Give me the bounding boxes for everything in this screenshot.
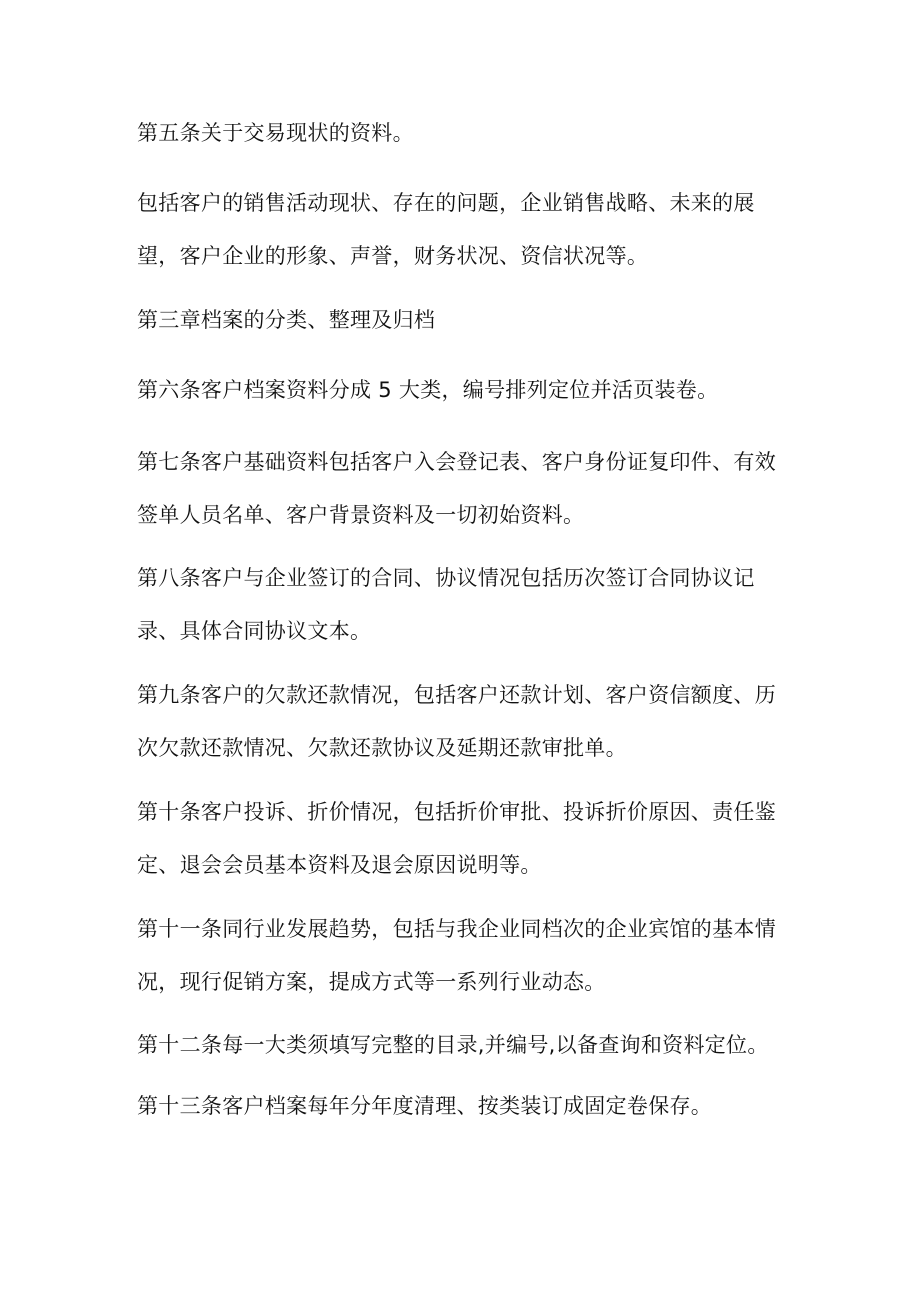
paragraph-article-7: 第七条客户基础资料包括客户入会登记表、客户身份证复印件、有效签单人员名单、客户背景资料及一切初始资料。: [137, 450, 776, 527]
paragraph-article-11: 第十一条同行业发展趋势，包括与我企业同档次的企业宾馆的基本情况，现行促销方案，提成方式等一系列行业动态。: [137, 917, 776, 994]
paragraph-article-13: 第十三条客户档案每年分年度清理、按类装订成固定卷保存。: [137, 1094, 713, 1118]
paragraph-article-12: 第十二条每一大类须填写完整的目录,并编号,以备查询和资料定位。: [137, 1033, 769, 1057]
paragraph-article-5: 第五条关于交易现状的资料。: [137, 121, 414, 145]
paragraph-article-10: 第十条客户投诉、折价情况，包括折价审批、投诉折价原因、责任鉴定、退会会员基本资料及退会原因说明等。: [137, 800, 776, 877]
paragraph-article-8: 第八条客户与企业签订的合同、协议情况包括历次签订合同协议记录、具体合同协议文本。: [137, 566, 755, 643]
paragraph-article-9: 第九条客户的欠款还款情况，包括客户还款计划、客户资信额度、历次欠款还款情况、欠款还款协议及延期还款审批单。: [137, 683, 776, 760]
paragraph-article-6: 第六条客户档案资料分成 5 大类，编号排列定位并活页装卷。: [137, 378, 719, 402]
chapter-3-heading: 第三章档案的分类、整理及归档: [137, 308, 436, 332]
paragraph-trade-status-details: 包括客户的销售活动现状、存在的问题，企业销售战略、未来的展望，客户企业的形象、声誉，财务状况、资信状况等。: [137, 191, 755, 268]
